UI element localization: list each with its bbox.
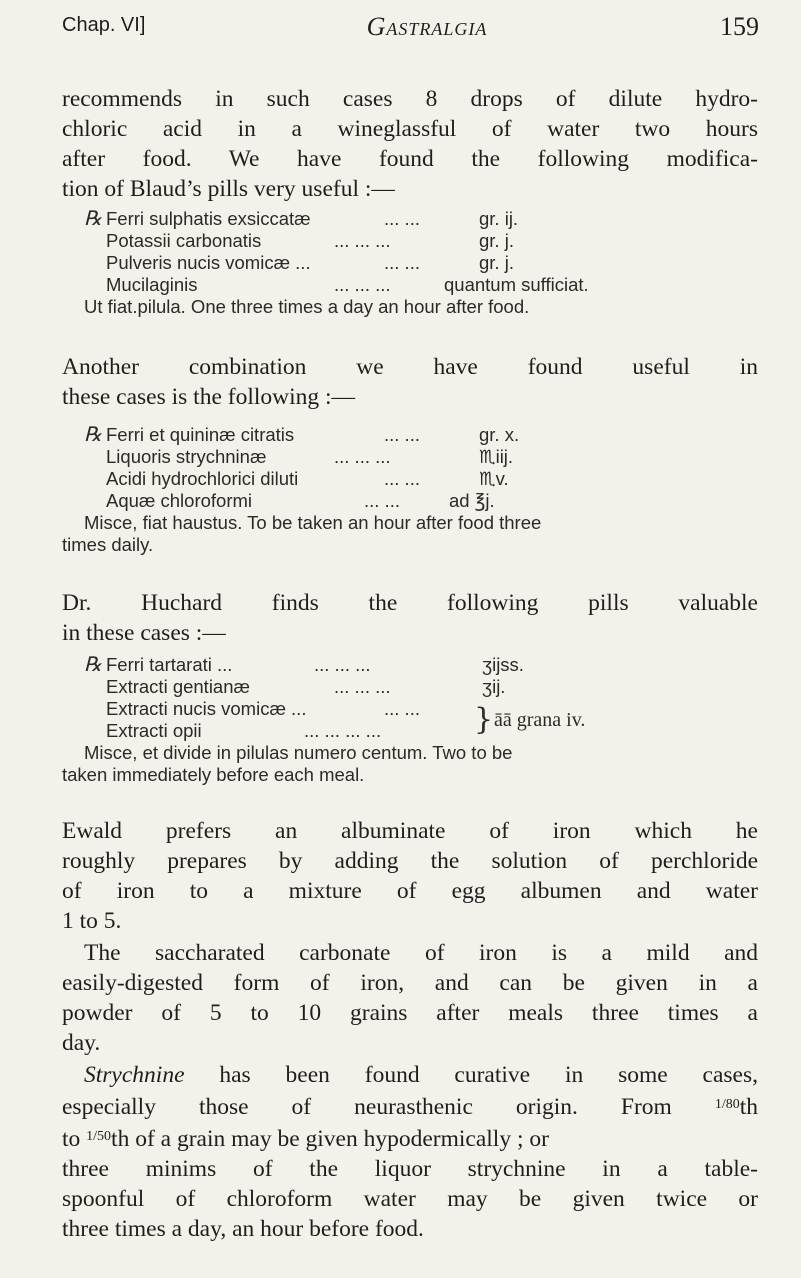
text-line: Ewald prefers an albuminate of iron which he — [62, 818, 758, 844]
leader-dots: ... ... ... — [314, 654, 371, 675]
ingredient-quantity: gr. j. — [479, 252, 514, 273]
leader-dots: ... ... — [364, 490, 400, 511]
paragraph-6 — [62, 1060, 758, 1244]
ingredient-name: Potassii carbonatis — [106, 230, 262, 251]
leader-dots: ... ... — [384, 208, 420, 229]
paragraph-2 — [62, 352, 758, 412]
text-segment: especially those of neurasthenic origin. From — [62, 1094, 672, 1120]
combined-quantity: āā grana iv. — [494, 709, 586, 731]
leader-dots: ... ... ... — [334, 274, 391, 295]
strychnine-term: Strychnine — [84, 1062, 185, 1088]
text-line: after food. We have found the following modifica- — [62, 146, 758, 172]
text-line: day. — [62, 1030, 101, 1056]
prescription-note: taken immediately before each meal. — [62, 764, 365, 785]
ingredient-name: Ferri tartarati ... — [106, 654, 233, 675]
ingredient-name: Ferri et quininæ citratis — [106, 424, 295, 445]
ingredient-quantity: quantum sufficiat. — [444, 274, 589, 295]
recipe-symbol-icon: ℞ — [84, 654, 102, 676]
text-line — [62, 1122, 758, 1154]
prescription-2 — [62, 424, 744, 556]
text-segment: to — [62, 1126, 81, 1152]
leader-dots: ... ... ... ... — [304, 720, 382, 741]
prescription-3 — [62, 654, 764, 786]
text-line: Another combination we have found useful in — [62, 354, 758, 380]
paragraph-1 — [62, 84, 758, 204]
ingredient-name: Acidi hydrochlorici diluti — [106, 468, 299, 489]
text-line: easily-digested form of iron, and can be given in a — [62, 970, 758, 996]
text-line — [62, 1060, 758, 1090]
ingredient-name: Extracti gentianæ — [106, 676, 250, 697]
paragraph-4 — [62, 816, 758, 936]
text-line — [62, 1090, 758, 1122]
ingredient-quantity: gr. j. — [479, 230, 514, 251]
prescription-note: times daily. — [62, 534, 154, 555]
ingredient-quantity: gr. ij. — [479, 208, 519, 229]
ingredient-name: Aquæ chloroformi — [106, 490, 253, 511]
text-line: Dr. Huchard finds the following pills valuable — [62, 590, 758, 616]
ingredient-name: Mucilaginis — [106, 274, 198, 295]
recipe-symbol-icon: ℞ — [84, 424, 102, 446]
text-line: roughly prepares by adding the solution of perchloride — [62, 848, 758, 874]
text-line: 1 to 5. — [62, 908, 122, 934]
ingredient-name: Pulveris nucis vomicæ ... — [106, 252, 311, 273]
text-line: three times a day, an hour before food. — [62, 1216, 424, 1242]
text-segment: th of a grain may be given hypodermically ; or — [111, 1126, 549, 1152]
leader-dots: ... ... — [384, 698, 420, 719]
paragraph-5 — [62, 938, 758, 1058]
text-line: chloric acid in a wineglassful of water two hours — [62, 116, 758, 142]
text-line: spoonful of chloroform water may be given twice or — [62, 1186, 758, 1212]
prescription-note: Ut fiat.pilula. One three times a day an hour after food. — [84, 296, 530, 317]
text-segment: has been found curative in some cases, — [184, 1062, 758, 1088]
ingredient-quantity: gr. x. — [479, 424, 520, 445]
leader-dots: ... ... — [384, 468, 420, 489]
text-segment: th — [739, 1094, 758, 1120]
page-title: Gastralgia — [366, 12, 488, 41]
ingredient-name: Extracti nucis vomicæ ... — [106, 698, 307, 719]
text-line: in these cases :— — [62, 620, 226, 646]
leader-dots: ... ... ... — [334, 446, 391, 467]
fraction: 1/50 — [86, 1129, 112, 1144]
chapter-label: Chap. VI] — [62, 14, 146, 36]
text-line: these cases is the following :— — [62, 384, 356, 410]
paragraph-3 — [62, 588, 758, 648]
ingredient-name: Ferri sulphatis exsiccatæ — [106, 208, 311, 229]
ingredient-name: Extracti opii — [106, 720, 202, 741]
text-line: tion of Blaud’s pills very useful :— — [62, 176, 395, 202]
text-line: The saccharated carbonate of iron is a mild and — [84, 940, 758, 966]
ingredient-quantity: ad ℥j. — [449, 490, 495, 511]
ingredient-quantity: ♏iij. — [479, 446, 514, 467]
ingredient-quantity: ♏v. — [479, 468, 509, 489]
fraction: 1/80 — [714, 1097, 740, 1112]
ingredient-quantity: ʒij. — [482, 676, 506, 697]
prescription-note: Misce, et divide in pilulas numero centum. Two to be — [84, 742, 513, 763]
text-line: recommends in such cases 8 drops of dilute hydro- — [62, 86, 758, 112]
text-line: of iron to a mixture of egg albumen and water — [62, 878, 758, 904]
leader-dots: ... ... ... — [334, 676, 391, 697]
brace-icon: } — [474, 702, 494, 737]
prescription-1 — [84, 208, 744, 318]
text-line: three minims of the liquor strychnine in a table- — [62, 1156, 758, 1182]
recipe-symbol-icon: ℞ — [84, 208, 102, 230]
running-header — [62, 12, 759, 48]
prescription-note: Misce, fiat haustus. To be taken an hour after food three — [84, 512, 542, 533]
page-number: 159 — [720, 12, 759, 41]
leader-dots: ... ... — [384, 252, 420, 273]
ingredient-quantity: ʒijss. — [482, 654, 524, 675]
leader-dots: ... ... ... — [334, 230, 391, 251]
ingredient-name: Liquoris strychninæ — [106, 446, 267, 467]
leader-dots: ... ... — [384, 424, 420, 445]
text-line: powder of 5 to 10 grains after meals three times a — [62, 1000, 758, 1026]
